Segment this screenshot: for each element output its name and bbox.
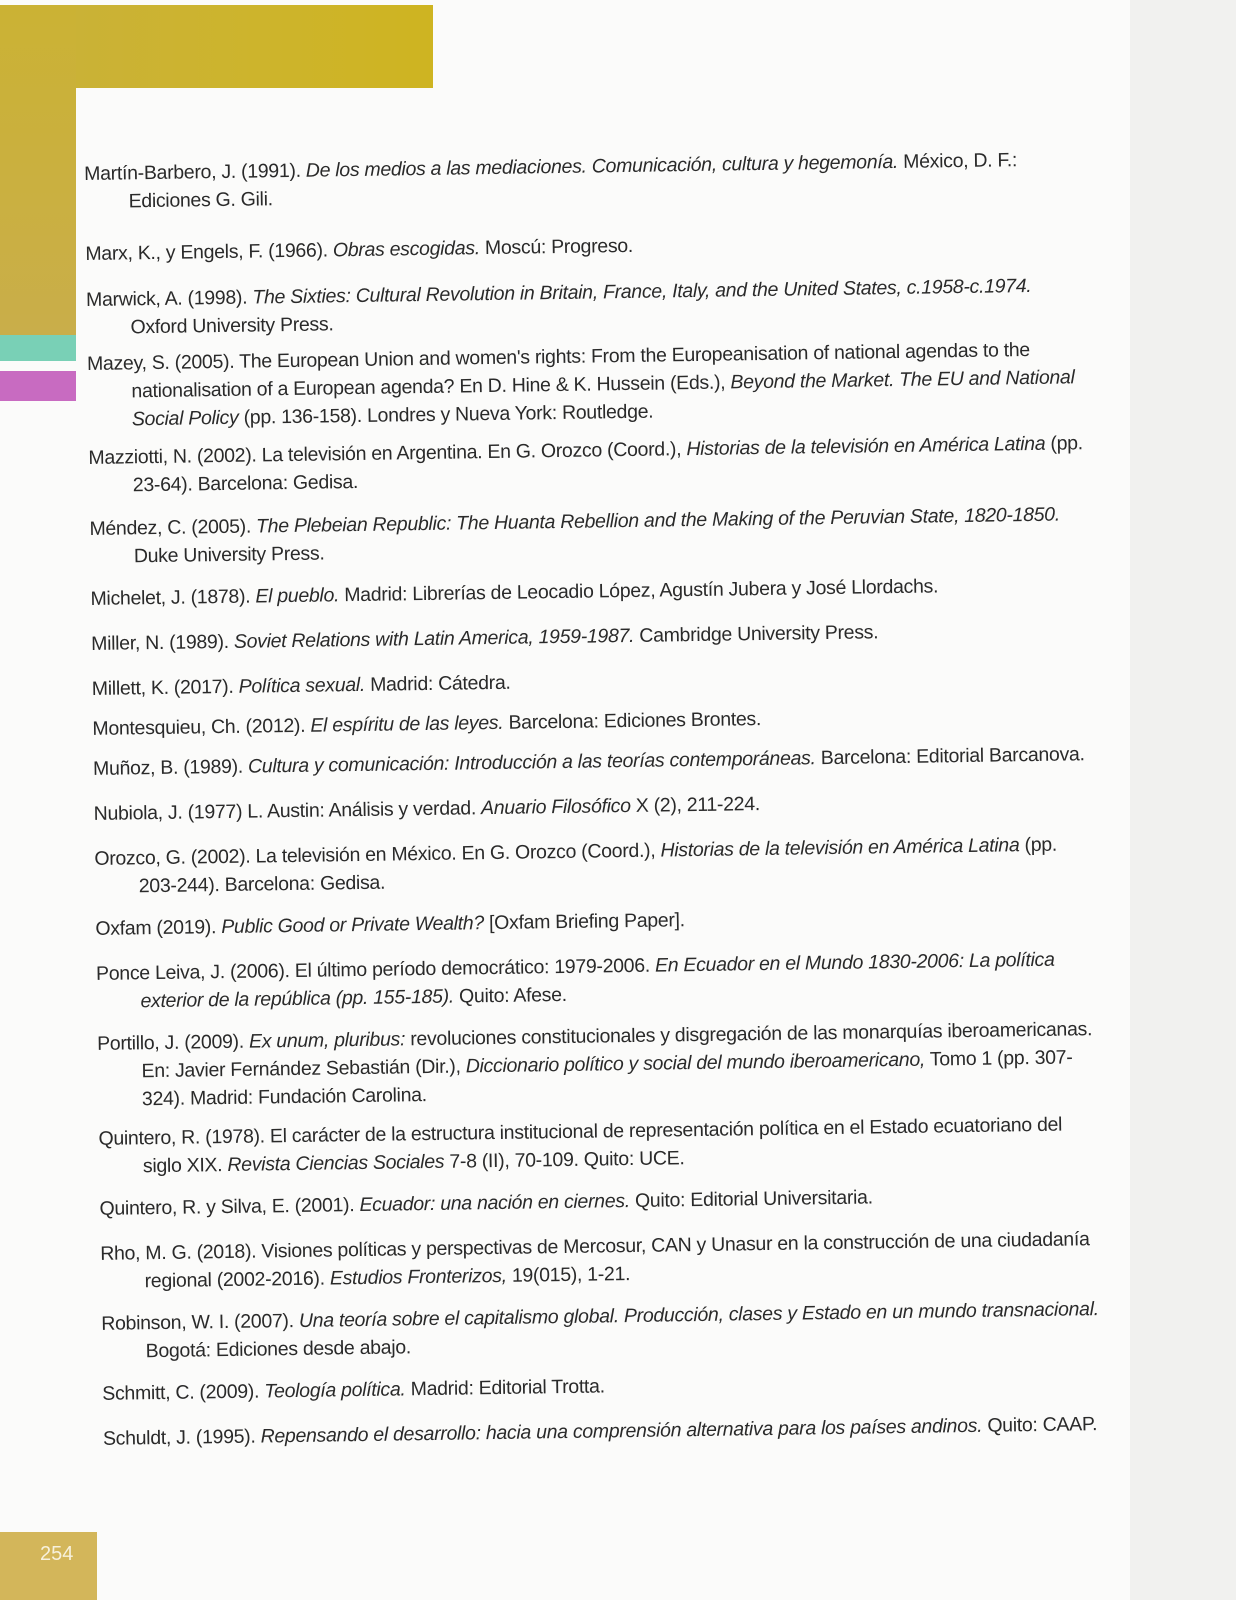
reference-text: Cambridge University Press. — [634, 621, 879, 647]
reference-text: Muñoz, B. (1989). — [92, 755, 249, 780]
reference-title: Anuario Filosófico — [480, 794, 631, 820]
reference-title: Beyond the Market. The EU and National Social Policy — [131, 366, 1075, 431]
reference-text: Bogotá: Ediciones desde abajo. — [145, 1336, 412, 1363]
reference-title: Diccionario político y social del mundo iberoamericano, — [465, 1048, 926, 1078]
color-tab-teal — [0, 335, 76, 361]
reference-text: 19(015), 1-21. — [506, 1263, 631, 1287]
reference-title: Obras escogidas. — [332, 237, 481, 262]
reference-entry — [87, 335, 1092, 434]
reference-title: Teología política. — [264, 1378, 406, 1403]
decorative-left-band — [0, 5, 76, 335]
reference-text: revoluciones constitucionales y disgregación de las monarquías iberoamericanas. En: Javier Fernández Sebastián (Dir.), — [141, 1018, 1093, 1083]
reference-text: Michelet, J. (1878). — [90, 585, 256, 610]
reference-title: De los medios a las mediaciones. Comunicación, cultura y hegemonía. — [305, 150, 899, 182]
reference-title: Una teoría sobre el capitalismo global. Producción, clases y Estado en un mundo transnacional. — [298, 1298, 1099, 1332]
reference-title: Historias de la televisión en América Latina — [660, 834, 1020, 862]
reference-text: Schuldt, J. (1995). — [102, 1425, 261, 1450]
reference-text: Duke University Press. — [133, 542, 325, 568]
reference-title: The Sixties: Cultural Revolution in Britain, France, Italy, and the United States, c.1958-c.1974. — [252, 274, 1032, 309]
reference-text: 7-8 (II), 70-109. Quito: UCE. — [444, 1147, 685, 1173]
reference-text: Rho, M. G. (2018). Visiones políticas y perspectivas de Mercosur, CAN y Unasur en la construcción de una ciudadanía regional (2002-2016). — [100, 1228, 1090, 1293]
reference-title: Cultura y comunicación: Introducción a las teorías contemporáneas. — [247, 747, 816, 778]
reference-text: Mazey, S. (2005). The European Union and women's rights: From the Europeanisation of national agendas to the nationalisation of a European agenda? En D. Hine & K. Hussein (Eds.), — [86, 338, 1031, 403]
reference-title: Revista Ciencias Sociales — [227, 1150, 445, 1176]
reference-text: Ponce Leiva, J. (2006). El último período democrático: 1979-2006. — [95, 954, 656, 985]
reference-text: Tomo 1 (pp. 307-324). Madrid: Fundación Carolina. — [141, 1046, 1073, 1111]
reference-title: En Ecuador en el Mundo 1830-2006: La política exterior de la república (pp. 155-185). — [140, 948, 1055, 1013]
page-number: 254 — [40, 1543, 74, 1565]
reference-text: México, D. F.: Ediciones G. Gili. — [128, 149, 1018, 213]
reference-title: Historias de la televisión en América Latina — [686, 432, 1046, 461]
reference-text: Oxford University Press. — [130, 313, 334, 339]
reference-title: Política sexual. — [238, 673, 366, 698]
reference-title: Ex unum, pluribus: — [248, 1028, 406, 1053]
reference-text: (pp. 23-64). Barcelona: Gedisa. — [132, 432, 1083, 497]
reference-text: Quintero, R. y Silva, E. (2001). — [99, 1194, 360, 1220]
reference-text: Barcelona: Editorial Barcanova. — [815, 743, 1085, 770]
reference-title: El pueblo. — [255, 584, 340, 608]
reference-text: Robinson, W. I. (2007). — [101, 1309, 300, 1335]
reference-text: Millett, K. (2017). — [91, 675, 239, 700]
reference-title: Soviet Relations with Latin America, 1959-1987. — [233, 624, 635, 653]
reference-text: Schmitt, C. (2009). — [102, 1380, 265, 1405]
reference-text: Quintero, R. (1978). El carácter de la estructura institucional de representación política en el Estado ecuatoriano del siglo XIX. — [98, 1113, 1063, 1178]
reference-text: Quito: Editorial Universitaria. — [629, 1186, 873, 1213]
reference-title: Ecuador: una nación en ciernes. — [359, 1190, 631, 1217]
reference-title: Repensando el desarrollo: hacia una comprensión alternativa para los países andinos. — [260, 1414, 983, 1448]
reference-text: Moscú: Progreso. — [479, 234, 634, 260]
color-tab-magenta — [0, 371, 76, 401]
reference-text: Madrid: Librerías de Leocadio López, Agustín Jubera y José Llordachs. — [338, 575, 939, 607]
reference-text: Quito: Afese. — [453, 983, 567, 1008]
reference-text: Madrid: Cátedra. — [364, 671, 511, 696]
reference-text: Oxfam (2019). — [95, 916, 222, 940]
reference-text: Marwick, A. (1998). — [85, 286, 253, 311]
reference-title: The Plebeian Republic: The Huanta Rebellion and the Making of the Peruvian State, 1820-1850. — [255, 503, 1061, 538]
reference-text: Miller, N. (1989). — [91, 630, 235, 655]
reference-text: Orozco, G. (2002). La televisión en México. En G. Orozco (Coord.), — [94, 839, 661, 870]
reference-title: Estudios Fronterizos, — [329, 1264, 507, 1290]
reference-text: Méndez, C. (2005). — [89, 515, 257, 540]
reference-text: Marx, K., y Engels, F. (1966). — [85, 239, 334, 265]
reference-text: Quito: CAAP. — [982, 1413, 1098, 1437]
reference-title: El espíritu de las leyes. — [310, 711, 504, 737]
page-edge — [1130, 0, 1236, 1600]
reference-text: Barcelona: Ediciones Brontes. — [503, 708, 762, 734]
reference-title: Public Good or Private Wealth? — [221, 912, 485, 939]
reference-text: Martín-Barbero, J. (1991). — [84, 159, 307, 185]
reference-text: (pp. 136-158). Londres y Nueva York: Routledge. — [238, 400, 654, 429]
reference-text: (pp. 203-244). Barcelona: Gedisa. — [138, 833, 1058, 898]
reference-text: Madrid: Editorial Trotta. — [405, 1375, 605, 1401]
reference-text: X (2), 211-224. — [630, 793, 761, 817]
reference-text: Montesquieu, Ch. (2012). — [92, 714, 311, 740]
reference-entry — [97, 1015, 1102, 1114]
reference-text: Nubiola, J. (1977) L. Austin: Análisis y verdad. — [93, 797, 482, 825]
reference-text: [Oxfam Briefing Paper]. — [483, 909, 685, 935]
reference-text: Mazziotti, N. (2002). La televisión en Argentina. En G. Orozco (Coord.), — [88, 438, 687, 469]
reference-text: Portillo, J. (2009). — [96, 1030, 250, 1055]
